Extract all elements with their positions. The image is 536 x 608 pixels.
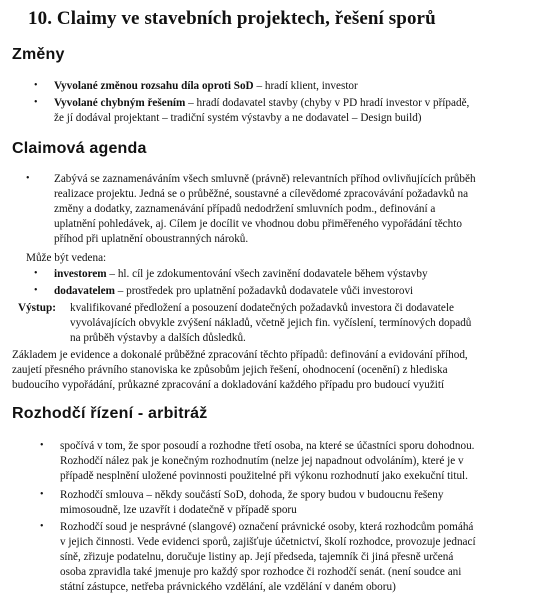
paragraph-line: budoucího vypořádání, průkazné zpracování a dokladování každého případu pro budoucí využití [12,379,445,391]
list-item [54,284,413,298]
paragraph-line: Zabývá se zaznamenáváním všech smluvně (právně) relevantních příhod ovlivňujících průběh [54,173,476,185]
list-item-text: – hradí klient, investor [253,80,358,92]
bullet-icon: • [34,268,38,279]
can-be-label: Může být vedena: [26,252,107,264]
section-heading-agenda: Claimová agenda [12,140,147,157]
list-item-text: – hradí dodavatel stavby (chyby v PD hradí investor v případě, [185,97,470,109]
paragraph-line: mimosoudně, lze uzavřít i dodatečně v případě sporu [60,504,297,516]
section-heading-rozhodci: Rozhodčí řízení - arbitráž [12,405,208,422]
list-item-text: – hl. cíl je zdokumentování všech zavinění dodavatele během výstavby [106,268,428,280]
bullet-icon: • [34,285,38,296]
bullet-icon: • [26,173,30,184]
paragraph-line: realizace projektu. Jedná se o průběžné, soustavné a cílevědomé zpracovávání požadavků na [54,188,469,200]
paragraph-line: spočívá v tom, že spor posoudí a rozhodne třetí osoba, na které se účastníci sporu dohodnou. [60,440,475,452]
paragraph-line: změny a dodatky, zaznamenávání případů nedodržení smluvních podm., definování a [54,203,436,215]
paragraph-line: vyvolávajících obvykle zvýšení nákladů, včetně jejich fin. vyčíslení, termínových dopadů [70,317,472,329]
paragraph-line: případě nesplnění uložené povinnosti použitelné při výkonu rozhodnutí jako exekuční titul. [60,470,468,482]
paragraph-line: v jejich činnosti. Vede evidenci sporů, zajišťuje účetnictví, školí rozhodce, provozuje jednací [60,536,476,548]
paragraph-line: Základem je evidence a dokonalé průběžné zpracování těchto případů: definování a evidování příhod, [12,349,468,361]
bullet-icon: • [40,521,44,532]
paragraph-line: osoba zpravidla také jmenuje pro každý spor rozhodce či rozhodčí senát. (není soudce ani [60,566,462,578]
list-item-bold: investorem [54,268,107,280]
list-item-continuation: že jí dodával projektant – tradiční systém výstavby a ne dodavatel – Design build) [54,112,422,124]
paragraph-line: uplatnění pohledávek, aj. Cílem je docílit ve vhodnou dobu přiměřeného vypořádání těchto [54,218,462,230]
bullet-icon: • [40,489,44,500]
list-item-bold: Vyvolané změnou rozsahu díla oproti SoD [54,80,254,92]
list-item-bold: Vyvolané chybným řešením [54,97,186,109]
list-item [54,96,469,110]
list-item [54,79,358,93]
output-label [18,301,56,315]
paragraph-line: státní zástupce, netřeba právnického vzdělání, ale vzdělání v daném oboru) [60,581,396,593]
paragraph-line: příhod při uplatnění oboustranných nároků. [54,233,249,245]
paragraph-line: Rozhodčí soud je nesprávné (slangové) označení právnické osoby, která rozhodcům pomáhá [60,521,474,533]
list-item-text: – prostředek pro uplatnění požadavků dodavatele vůči investorovi [114,285,414,297]
paragraph-line: kvalifikované předložení a posouzení dodatečných požadavků investora či dodavatele [70,302,454,314]
bullet-icon: • [34,80,38,91]
paragraph-line: Rozhodčí smlouva – někdy součástí SoD, dohoda, že spory budou v budoucnu řešeny [60,489,444,501]
bullet-icon: • [34,97,38,108]
paragraph-line: na průběh výstavby a dalších důsledků. [70,332,246,344]
paragraph-line: Rozhodčí nález pak je konečným rozhodnutím (nelze jej napadnout odvoláním), které je v [60,455,464,467]
paragraph-line: zaujetí přesného právního stanoviska ke způsobům jejich řešení, ohodnocení (ocenění) z hlediska [12,364,448,376]
section-heading-zmeny: Změny [12,46,65,63]
output-label-text: Výstup: [18,302,56,314]
paragraph-line: síně, zřizuje podatelnu, doručuje listiny ap. Její předseda, tajemník či jiná přesně určená [60,551,454,563]
bullet-icon: • [40,440,44,451]
list-item [54,267,428,281]
list-item-bold: dodavatelem [54,285,115,297]
page-title: 10. Claimy ve stavebních projektech, řešení sporů [28,8,436,29]
